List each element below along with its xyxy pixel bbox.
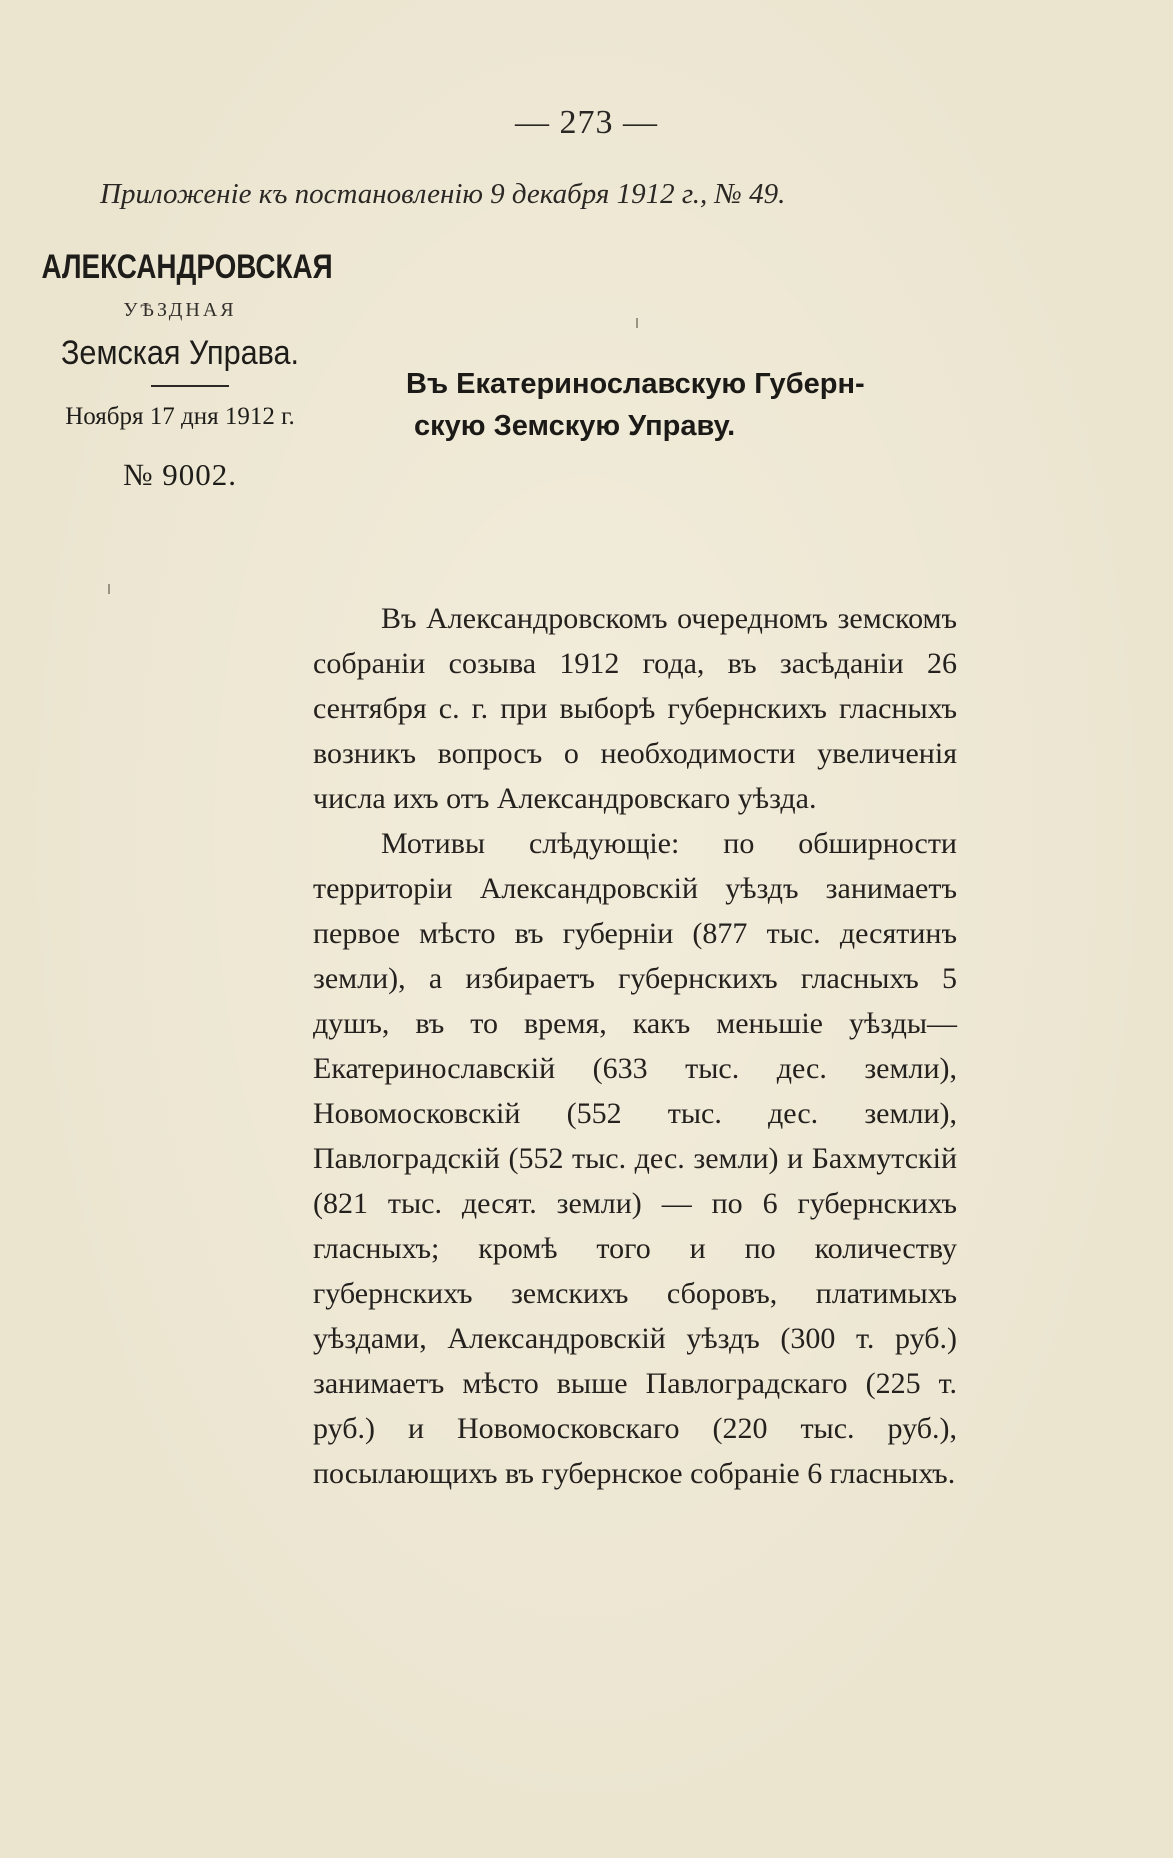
print-speck [636,318,638,328]
addressee-line-1: Въ Екатеринославскую Губерн- [406,368,865,400]
sender-date: Ноября 17 дня 1912 г. [65,403,295,430]
sender-org-body: Земская Управа. [60,334,300,372]
body-paragraph-2: Мотивы слѣдующіе: по обширности территоріи Александровскій уѣздъ занимаетъ первое мѣсто въ губерніи (877 тыс. десятинъ земли), а избираетъ губернскихъ гласныхъ 5 душъ, въ то время, какъ меньшіе уѣзды—Екатеринославскій (633 тыс. дес. земли), Новомосковскій (552 тыс. дес. земли), Павлоградскій (552 тыс. дес. земли) и Бахмутскій (821 тыс. десят. земли) — по 6 губернскихъ гласныхъ; кромѣ того и по количеству губернскихъ земскихъ сборовъ, платимыхъ уѣздами, Александровскій уѣздъ (300 т. руб.) занимаетъ мѣсто выше Павлоградскаго (225 т. руб.) и Новомосковскаго (220 тыс. руб.), посылающихъ въ губернское собраніе 6 гласныхъ. [313,827,957,1490]
page-number: — 273 — [515,104,658,141]
appendix-note: Приложеніе къ постановленію 9 декабря 1912 г., № 49. [100,178,786,210]
sender-block [20,248,340,493]
letter-body [313,596,957,1496]
body-paragraph-1: Въ Александровскомъ очередномъ земскомъ собраніи созыва 1912 года, въ засѣданіи 26 сентября с. г. при выборѣ губернскихъ гласныхъ возникъ вопросъ о необходимости увеличенія числа ихъ отъ Александровскаго уѣзда. [313,602,957,815]
addressee-line-2: скую Земскую Управу. [414,410,736,442]
document-number: № 9002. [122,457,238,492]
print-speck [108,584,110,594]
divider-rule [151,385,229,387]
addressee-heading [406,363,966,447]
sender-org-name: АЛЕКСАНДРОВСКАЯ [41,248,333,286]
sender-org-type: УѢЗДНАЯ [123,299,237,321]
